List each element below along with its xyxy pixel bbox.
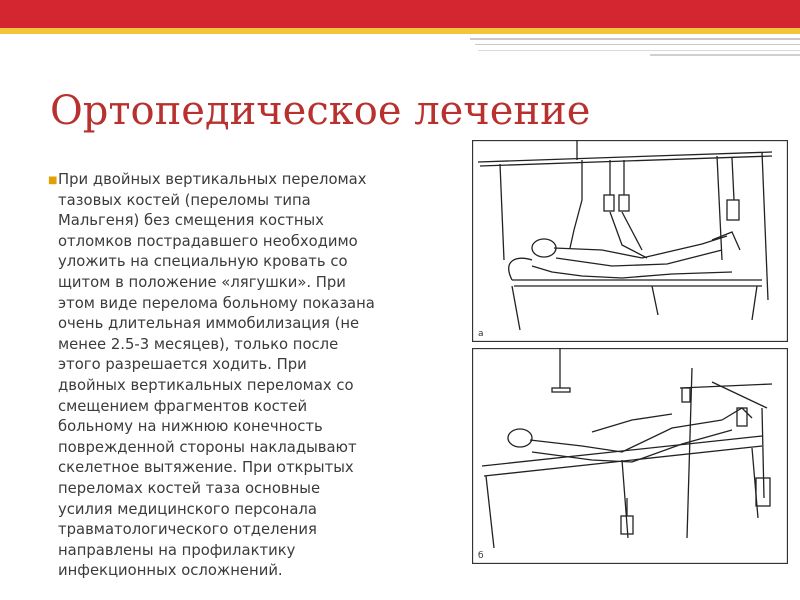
- body-line: очень длительная иммобилизация (не: [58, 315, 360, 333]
- body-line: этом виде перелома больному показана: [58, 294, 375, 312]
- body-line: больному на нижнюю конечность: [58, 418, 323, 436]
- body-line: этого разрешается ходить. При: [58, 356, 307, 374]
- decor-line-4: [650, 54, 800, 56]
- decor-line-1: [470, 38, 800, 40]
- body-line: поврежденной стороны накладывают: [58, 438, 357, 456]
- body-line: травматологического отделения: [58, 521, 317, 539]
- illustration-label-b: б: [478, 551, 484, 561]
- illustration-bed-frog-position: [472, 140, 788, 342]
- body-line: щитом в положение «лягушки». При: [58, 273, 346, 291]
- body-line: отломков пострадавшего необходимо: [58, 232, 358, 250]
- illustration-label-a: а: [478, 329, 484, 339]
- body-line: тазовых костей (переломы типа: [58, 191, 311, 209]
- slide-title: Ортопедическое лечение: [50, 88, 591, 134]
- body-paragraph: [48, 170, 478, 582]
- body-line: смещением фрагментов костей: [58, 397, 308, 415]
- decor-line-2: [475, 44, 800, 45]
- decor-line-3: [478, 50, 800, 51]
- body-line: усилия медицинского персонала: [58, 500, 317, 518]
- body-line: направлены на профилактику: [58, 541, 296, 559]
- body-line: При двойных вертикальных переломах: [58, 171, 367, 188]
- body-line: уложить на специальную кровать со: [58, 253, 348, 271]
- bullet-icon: ■: [48, 175, 58, 186]
- header-gold-strip: [0, 28, 800, 34]
- body-line: инфекционных осложнений.: [58, 562, 283, 580]
- body-line: двойных вертикальных переломах со: [58, 376, 354, 394]
- body-line: скелетное вытяжение. При открытых: [58, 459, 354, 477]
- illustration-bed-skeletal-traction: [472, 348, 788, 564]
- body-line: переломах костей таза основные: [58, 479, 321, 497]
- body-line: Мальгеня) без смещения костных: [58, 212, 324, 230]
- body-line: менее 2.5-3 месяцев), только после: [58, 335, 339, 353]
- header-red-band: [0, 0, 800, 28]
